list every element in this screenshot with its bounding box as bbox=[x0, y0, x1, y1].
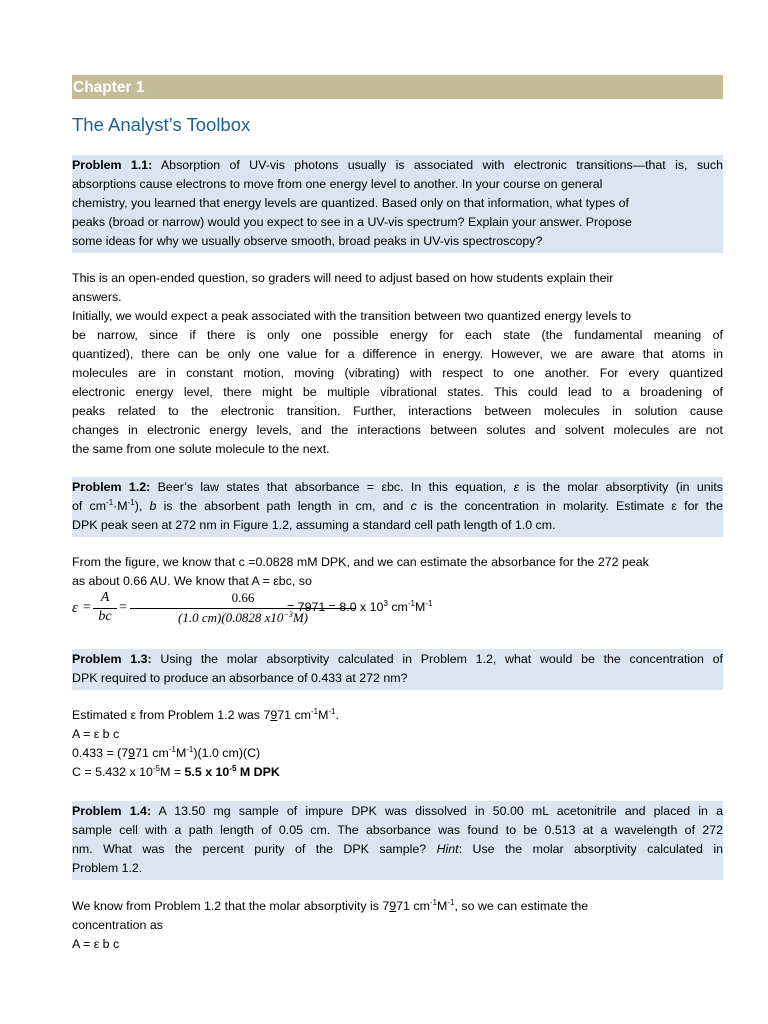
problem-line: sample cell with a path length of 0.05 cm. The absorbance was found to be 0.513 at a wavelength of 272 bbox=[72, 823, 723, 837]
answer-line: Initially, we would expect a peak associated with the transition between two quantized energy levels to bbox=[72, 309, 632, 323]
problem-line: DPK peak seen at 272 nm in Figure 1.2, assuming a standard cell path length of 1.0 cm. bbox=[72, 518, 556, 532]
problem-line: Problem 1.3: Using the molar absorptivity calculated in Problem 1.2, what would be the concentration of bbox=[72, 652, 723, 666]
answer-line: answers. bbox=[72, 290, 122, 304]
eq-numerator-a: A bbox=[100, 590, 110, 605]
answer-line: quantized), there can be only one value for a difference in energy. However, we are aware that atoms in bbox=[72, 347, 723, 361]
problem-line: Problem 1.4: A 13.50 mg sample of impure DPK was dissolved in 50.00 mL acetonitrile and placed in a bbox=[72, 804, 723, 818]
problem-line: Problem 1.2: Beer’s law states that absorbance = εbc. In this equation, ε is the molar absorptivity (in units bbox=[72, 480, 723, 494]
problem-1-2 bbox=[72, 477, 723, 537]
answer-1-1 bbox=[72, 269, 723, 459]
problem-label: Problem 1.3: bbox=[72, 652, 152, 666]
epsilon-equation bbox=[72, 590, 723, 626]
eq-epsilon: ε bbox=[72, 600, 78, 616]
final-answer: 5.5 x $10^{-5}$ M DPK bbox=[184, 764, 280, 779]
answer-line: Estimated ε from Problem 1.2 was 7971 $cm^{-1}M^{-1}$. bbox=[72, 707, 340, 722]
eq-denominator-bc: bc bbox=[98, 609, 112, 624]
answer-line: A = ε b c bbox=[72, 727, 120, 741]
eq-numerator-value: 0.66 bbox=[231, 590, 255, 605]
problem-label: Problem 1.1: bbox=[72, 158, 153, 172]
answer-line: A = ε b c bbox=[72, 937, 120, 951]
answer-line: changes in electronic energy levels, and the interactions between solutes and solvent molecules are not bbox=[72, 423, 723, 437]
answer-line: peaks related to the electronic transition. Further, interactions between molecules in solution cause bbox=[72, 404, 723, 418]
problem-label: Problem 1.4: bbox=[72, 804, 152, 818]
answer-1-2 bbox=[72, 553, 723, 591]
section-title: The Analyst’s Toolbox bbox=[72, 114, 251, 135]
answer-line: electronic energy level, there might be multiple vibrational states. This could lead to a broadening of bbox=[72, 385, 723, 399]
problem-line: Problem 1.1: Absorption of UV-vis photons usually is associated with electronic transitions—that is, such bbox=[72, 158, 723, 172]
eq-result: = 7971 = 8.0 x $10^3$ $cm^{-1}M^{-1}$ bbox=[287, 599, 433, 614]
answer-line: the same from one solute molecule to the next. bbox=[72, 442, 330, 456]
problem-line: of $cm^{-1}\cdot M^{-1}$), b is the absorbent path length in cm, and c is the concentration in molarity. Estimate ε for the bbox=[72, 498, 724, 513]
problem-label: Problem 1.2: bbox=[72, 480, 151, 494]
eq-equals: = bbox=[83, 600, 91, 615]
answer-line: concentration as bbox=[72, 918, 163, 932]
problem-1-3 bbox=[72, 649, 723, 690]
answer-line: From the figure, we know that c =0.0828 mM DPK, and we can estimate the absorbance for the 272 peak bbox=[72, 555, 649, 569]
chapter-heading: Chapter 1 bbox=[72, 75, 723, 99]
problem-line: nm. What was the percent purity of the DPK sample? Hint: Use the molar absorptivity calculated in bbox=[72, 842, 723, 856]
problem-line: peaks (broad or narrow) would you expect to see in a UV-vis spectrum? Explain your answer. Propose bbox=[72, 215, 632, 229]
problem-line: DPK required to produce an absorbance of 0.433 at 272 nm? bbox=[72, 671, 408, 685]
problem-line: some ideas for why we usually observe smooth, broad peaks in UV-vis spectroscopy? bbox=[72, 234, 543, 248]
answer-line: 0.433 = (7971 $cm^{-1}M^{-1})(1.0$ cm)(C) bbox=[72, 745, 261, 760]
problem-line: absorptions cause electrons to move from one energy level to another. In your course on general bbox=[72, 177, 603, 191]
problem-line: chemistry, you learned that energy levels are quantized. Based only on that information, what types of bbox=[72, 196, 629, 210]
problem-1-4 bbox=[72, 801, 723, 880]
answer-line: as about 0.66 AU. We know that A = εbc, so bbox=[72, 574, 312, 588]
answer-line: molecules are in constant motion, moving (vibrating) with respect to one another. For every quantized bbox=[72, 366, 723, 380]
problem-line: Problem 1.2. bbox=[72, 861, 143, 875]
answer-line: We know from Problem 1.2 that the molar absorptivity is 7971 $cm^{-1}M^{-1}$, so we can estimate the bbox=[72, 898, 589, 913]
answer-line: C = 5.432 x $10^{-5}M = 5.5$ x $10^{-5}$ M DPK bbox=[72, 764, 280, 779]
answer-line: This is an open-ended question, so graders will need to adjust based on how students explain their bbox=[72, 271, 614, 285]
answer-1-4 bbox=[72, 897, 723, 954]
problem-1-1 bbox=[72, 155, 723, 253]
answer-line: be narrow, since if there is only one possible energy for each state (the fundamental meaning of bbox=[72, 328, 723, 342]
eq-denominator-value: (1.0 cm)(0.0828 $x10^{-3}M$) bbox=[178, 610, 308, 625]
eq-equals: = bbox=[119, 600, 127, 615]
answer-1-3 bbox=[72, 706, 723, 782]
